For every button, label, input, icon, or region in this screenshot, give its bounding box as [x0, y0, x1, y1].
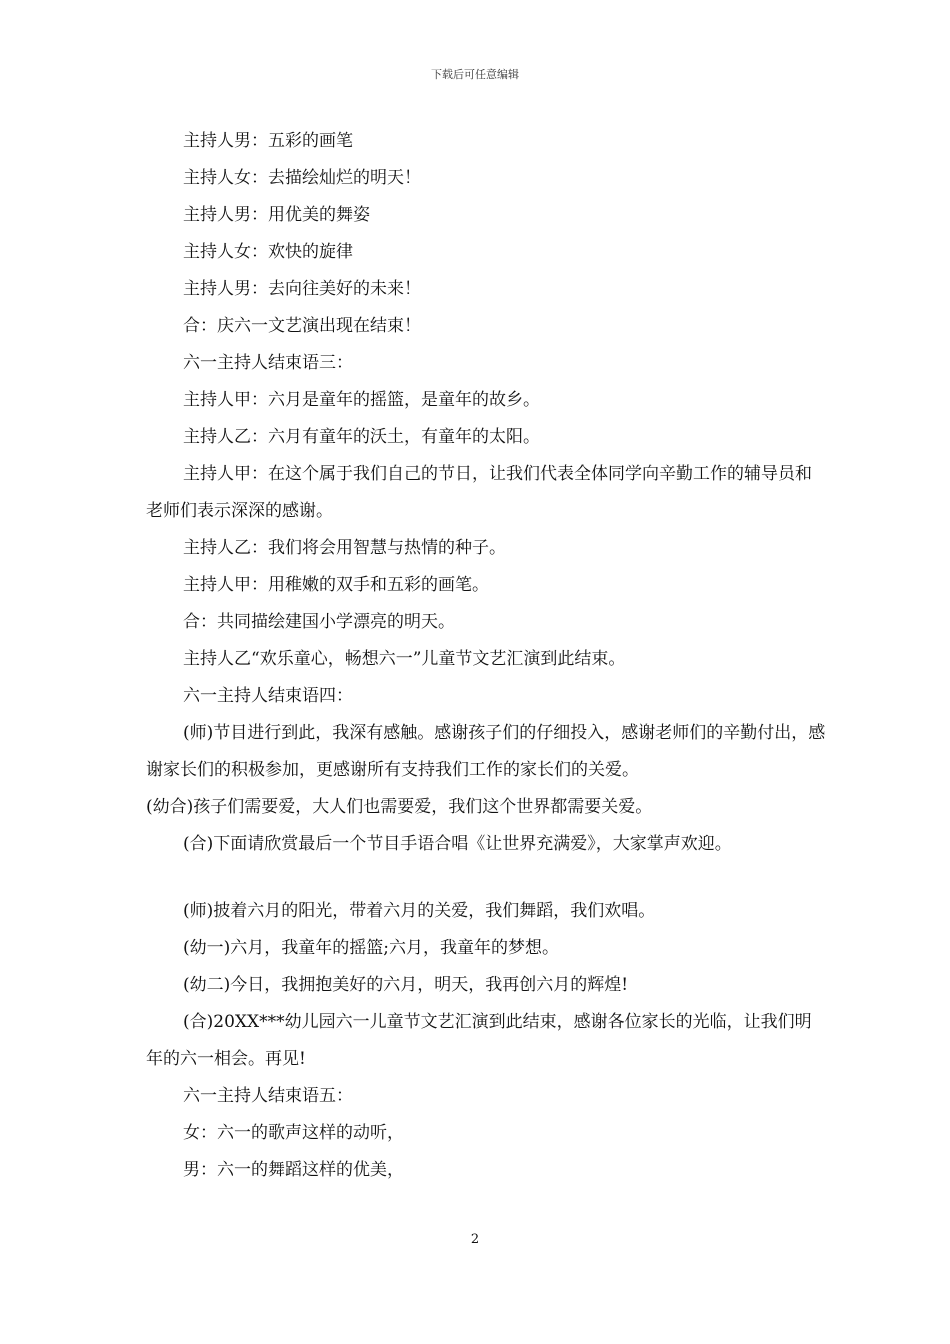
- paragraph: 主持人女：去描绘灿烂的明天！: [183, 168, 421, 188]
- page-number: 2: [470, 1232, 480, 1247]
- paragraph: 主持人甲：用稚嫩的双手和五彩的画笔。: [183, 575, 489, 595]
- paragraph: (幼合)孩子们需要爱，大人们也需要爱，我们这个世界都需要关爱。: [146, 797, 653, 817]
- paragraph: 主持人甲：在这个属于我们自己的节日，让我们代表全体同学向辛勤工作的辅导员和老师们表示深深的感谢。: [146, 464, 812, 521]
- paragraph: 主持人乙“欢乐童心，畅想六一”儿童节文艺汇演到此结束。: [183, 649, 626, 669]
- paragraph-gap: [146, 863, 826, 893]
- paragraph: 女：六一的歌声这样的动听，: [183, 1123, 404, 1143]
- paragraph: (合)下面请欣赏最后一个节目手语合唱《让世界充满爱》，大家掌声欢迎。: [183, 834, 732, 854]
- paragraph: 合：共同描绘建国小学漂亮的明天。: [183, 612, 455, 632]
- paragraph: 主持人男：五彩的画笔: [183, 131, 353, 151]
- section-heading: 六一主持人结束语四：: [183, 686, 353, 706]
- page-header: 下载后可任意编辑: [431, 68, 519, 81]
- paragraph: 主持人乙：六月有童年的沃土，有童年的太阳。: [183, 427, 540, 447]
- paragraph: 主持人女：欢快的旋律: [183, 242, 353, 262]
- document-body: [146, 123, 826, 1189]
- paragraph: 主持人男：去向往美好的未来！: [183, 279, 421, 299]
- paragraph: (合)20XX***幼儿园六一儿童节文艺汇演到此结束，感谢各位家长的光临，让我们明年的六一相会。再见!: [146, 1012, 812, 1069]
- section-heading: 六一主持人结束语三：: [183, 353, 353, 373]
- paragraph: 主持人甲：六月是童年的摇篮，是童年的故乡。: [183, 390, 540, 410]
- paragraph: 男：六一的舞蹈这样的优美，: [183, 1160, 404, 1180]
- paragraph: (幼二)今日，我拥抱美好的六月，明天，我再创六月的辉煌!: [183, 975, 629, 995]
- paragraph: 主持人乙：我们将会用智慧与热情的种子。: [183, 538, 506, 558]
- paragraph: (师)节目进行到此，我深有感触。感谢孩子们的仔细投入，感谢老师们的辛勤付出，感谢家长们的积极参加，更感谢所有支持我们工作的家长们的关爱。: [146, 723, 826, 780]
- paragraph: 主持人男：用优美的舞姿: [183, 205, 370, 225]
- paragraph: (幼一)六月，我童年的摇篮;六月，我童年的梦想。: [183, 938, 559, 958]
- paragraph: 合：庆六一文艺演出现在结束！: [183, 316, 421, 336]
- section-heading: 六一主持人结束语五：: [183, 1086, 353, 1106]
- paragraph: (师)披着六月的阳光，带着六月的关爱，我们舞蹈，我们欢唱。: [183, 901, 656, 921]
